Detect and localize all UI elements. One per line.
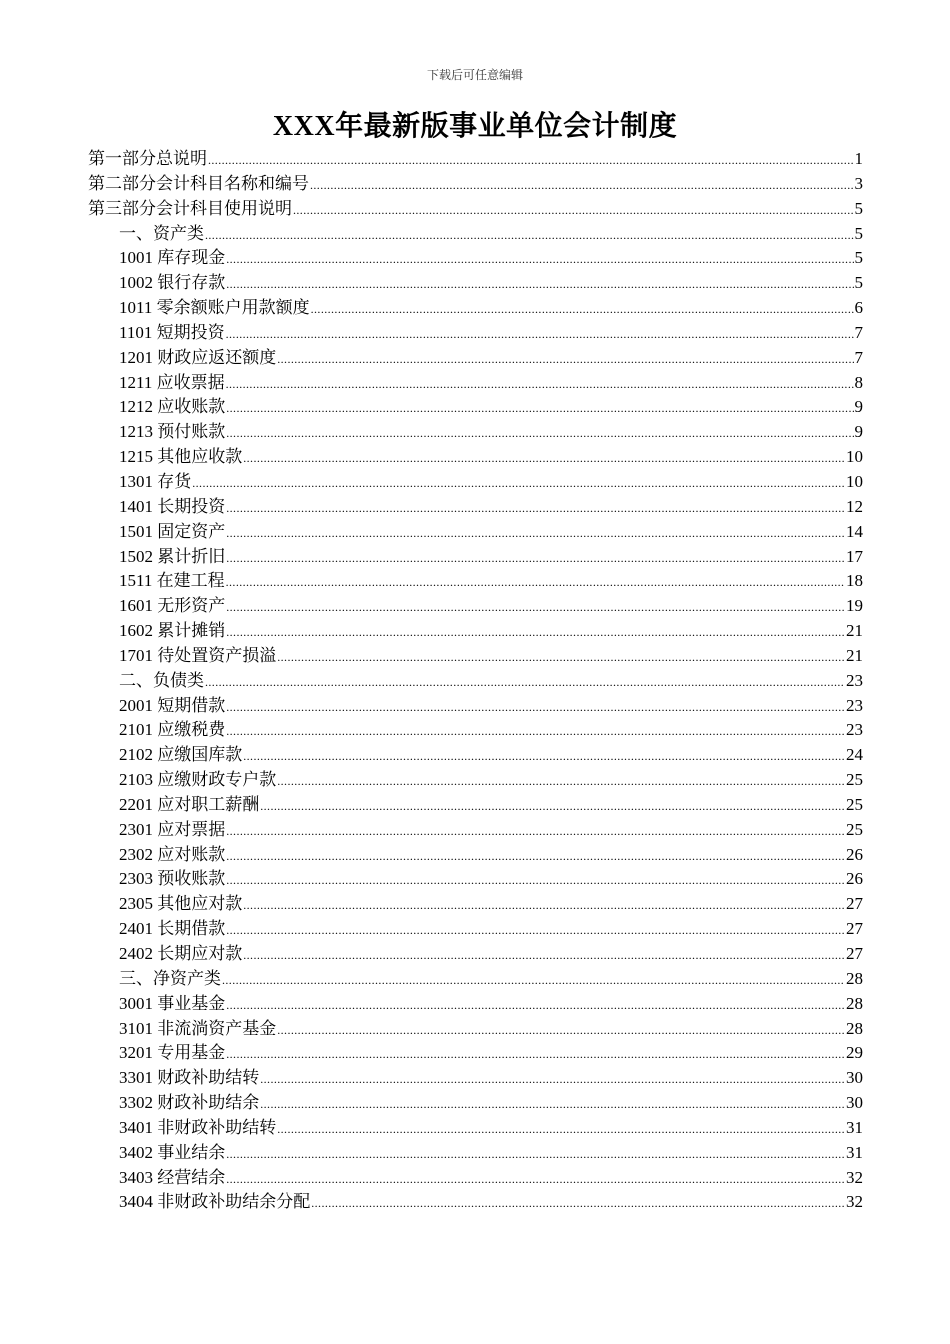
toc-entry-page-number: 27 xyxy=(846,919,863,939)
toc-entry-page-number: 10 xyxy=(846,447,863,467)
toc-entry[interactable] xyxy=(88,967,863,992)
toc-entry-page-number: 24 xyxy=(846,745,863,765)
toc-entry[interactable] xyxy=(88,1041,863,1066)
table-of-contents xyxy=(88,147,863,1215)
toc-entry-page-number: 27 xyxy=(846,894,863,914)
toc-entry[interactable] xyxy=(88,395,863,420)
toc-entry-page-number: 32 xyxy=(846,1167,863,1187)
toc-entry-page-number: 21 xyxy=(846,645,863,665)
toc-entry[interactable] xyxy=(88,346,863,371)
document-title: XXX年最新版事业单位会计制度 xyxy=(272,111,678,142)
toc-entry-label: 3402 事业结余 xyxy=(119,1142,226,1162)
toc-entry-label: 2103 应缴财政专户款 xyxy=(119,770,277,790)
toc-entry-label: 1211 应收票据 xyxy=(119,372,225,392)
toc-entry[interactable] xyxy=(88,992,863,1017)
toc-entry-label: 1101 短期投资 xyxy=(119,322,225,342)
toc-entry-label: 1201 财政应返还额度 xyxy=(119,347,277,367)
toc-entry[interactable] xyxy=(88,718,863,743)
toc-entry-page-number: 3 xyxy=(854,173,863,193)
toc-dot-leader xyxy=(277,347,853,372)
toc-entry[interactable] xyxy=(88,371,863,396)
toc-entry[interactable] xyxy=(88,768,863,793)
toc-entry-page-number: 8 xyxy=(854,372,863,392)
toc-entry-label: 2305 其他应对款 xyxy=(119,894,243,914)
toc-entry-label: 2303 预收账款 xyxy=(119,869,226,889)
toc-entry-page-number: 25 xyxy=(846,770,863,790)
toc-entry-label: 3403 经营结余 xyxy=(119,1167,226,1187)
toc-entry-label: 3302 财政补助结余 xyxy=(119,1093,260,1113)
toc-entry[interactable] xyxy=(88,520,863,545)
toc-entry-label: 1601 无形资产 xyxy=(119,596,226,616)
toc-dot-leader xyxy=(226,620,845,645)
toc-entry[interactable] xyxy=(88,470,863,495)
toc-dot-leader xyxy=(226,546,845,571)
toc-entry[interactable] xyxy=(88,843,863,868)
toc-entry-label: 1501 固定资产 xyxy=(119,521,226,541)
toc-entry-page-number: 10 xyxy=(846,471,863,491)
toc-entry-label: 第一部分总说明 xyxy=(88,149,207,168)
toc-entry-page-number: 26 xyxy=(846,869,863,889)
toc-entry-page-number: 9 xyxy=(854,422,863,442)
toc-dot-leader xyxy=(226,1042,845,1067)
toc-entry-label: 3301 财政补助结转 xyxy=(119,1068,260,1088)
toc-dot-leader xyxy=(226,993,845,1018)
toc-dot-leader xyxy=(277,645,845,670)
toc-entry-label: 三、净资产类 xyxy=(119,968,221,988)
toc-entry[interactable] xyxy=(88,172,863,197)
toc-entry-label: 2302 应对账款 xyxy=(119,844,226,864)
toc-entry[interactable] xyxy=(88,942,863,967)
toc-entry-label: 1011 零余额账户用款额度 xyxy=(119,298,310,318)
toc-dot-leader xyxy=(243,446,845,471)
toc-dot-leader xyxy=(277,1018,845,1043)
toc-entry[interactable] xyxy=(88,545,863,570)
toc-entry[interactable] xyxy=(88,669,863,694)
toc-entry-label: 1602 累计摊销 xyxy=(119,621,226,641)
toc-entry-page-number: 14 xyxy=(846,521,863,541)
toc-entry-label: 1301 存货 xyxy=(119,471,192,491)
toc-entry[interactable] xyxy=(88,222,863,247)
toc-dot-leader xyxy=(226,868,845,893)
toc-entry-page-number: 6 xyxy=(854,298,863,318)
toc-entry-page-number: 5 xyxy=(854,248,863,268)
toc-dot-leader xyxy=(310,173,854,198)
toc-entry-label: 1002 银行存款 xyxy=(119,273,226,293)
toc-entry-page-number: 28 xyxy=(846,993,863,1013)
toc-entry-label: 二、负债类 xyxy=(119,670,204,690)
toc-entry-page-number: 31 xyxy=(846,1117,863,1137)
toc-entry-page-number: 31 xyxy=(846,1142,863,1162)
toc-entry-label: 第三部分会计科目使用说明 xyxy=(88,198,292,218)
toc-entry[interactable] xyxy=(88,818,863,843)
toc-entry-page-number: 28 xyxy=(846,1018,863,1038)
toc-dot-leader xyxy=(243,744,845,769)
toc-entry-page-number: 27 xyxy=(846,944,863,963)
toc-entry-label: 一、资产类 xyxy=(119,223,204,243)
toc-entry[interactable] xyxy=(88,197,863,222)
toc-entry-page-number: 25 xyxy=(846,794,863,814)
toc-dot-leader xyxy=(260,1067,845,1092)
toc-entry-label: 3101 非流淌资产基金 xyxy=(119,1018,277,1038)
toc-entry[interactable] xyxy=(88,246,863,271)
toc-entry-page-number: 29 xyxy=(846,1043,863,1063)
toc-dot-leader xyxy=(226,819,845,844)
toc-entry-page-number: 5 xyxy=(854,273,863,293)
toc-entry-page-number: 1 xyxy=(854,149,863,168)
toc-dot-leader xyxy=(311,297,854,322)
toc-entry-page-number: 23 xyxy=(846,670,863,690)
toc-entry[interactable] xyxy=(88,1091,863,1116)
toc-entry[interactable] xyxy=(88,1190,863,1215)
toc-entry-label: 3404 非财政补助结余分配 xyxy=(119,1192,311,1212)
toc-entry-page-number: 30 xyxy=(846,1068,863,1088)
toc-entry-label: 1212 应收账款 xyxy=(119,397,226,417)
toc-dot-leader xyxy=(208,148,854,173)
toc-entry[interactable] xyxy=(88,892,863,917)
toc-dot-leader xyxy=(226,396,853,421)
toc-entry-label: 3201 专用基金 xyxy=(119,1043,226,1063)
toc-dot-leader xyxy=(226,595,845,620)
toc-entry-page-number: 17 xyxy=(846,546,863,566)
toc-entry-label: 1511 在建工程 xyxy=(119,571,225,591)
toc-entry-label: 2102 应缴国库款 xyxy=(119,745,243,765)
toc-dot-leader xyxy=(260,794,845,819)
toc-dot-leader xyxy=(311,1191,845,1216)
toc-entry[interactable] xyxy=(88,271,863,296)
toc-dot-leader xyxy=(226,272,853,297)
toc-entry-label: 第二部分会计科目名称和编号 xyxy=(88,173,309,193)
toc-entry-page-number: 23 xyxy=(846,695,863,715)
toc-entry-page-number: 26 xyxy=(846,844,863,864)
toc-entry-label: 3401 非财政补助结转 xyxy=(119,1117,277,1137)
toc-entry[interactable] xyxy=(88,867,863,892)
toc-dot-leader xyxy=(192,471,845,496)
toc-entry-page-number: 5 xyxy=(854,198,863,218)
page-header-note: 下载后可任意编辑 xyxy=(426,68,523,82)
toc-entry[interactable] xyxy=(88,495,863,520)
toc-entry-label: 1001 库存现金 xyxy=(119,248,226,268)
toc-dot-leader xyxy=(226,496,845,521)
toc-dot-leader xyxy=(293,198,854,223)
toc-dot-leader xyxy=(205,670,845,695)
toc-dot-leader xyxy=(226,570,845,595)
toc-entry-page-number: 32 xyxy=(846,1192,863,1212)
toc-entry-page-number: 21 xyxy=(846,621,863,641)
toc-entry-page-number: 7 xyxy=(854,322,863,342)
toc-dot-leader xyxy=(226,372,854,397)
toc-dot-leader xyxy=(226,247,853,272)
toc-entry[interactable] xyxy=(88,296,863,321)
toc-entry[interactable] xyxy=(88,917,863,942)
toc-dot-leader xyxy=(226,322,854,347)
toc-entry[interactable] xyxy=(88,619,863,644)
toc-entry-page-number: 12 xyxy=(846,496,863,516)
toc-entry[interactable] xyxy=(88,594,863,619)
toc-dot-leader xyxy=(226,918,845,943)
toc-entry-label: 2201 应对职工薪酬 xyxy=(119,794,260,814)
toc-dot-leader xyxy=(222,968,845,993)
toc-dot-leader xyxy=(205,223,854,248)
toc-dot-leader xyxy=(277,769,845,794)
toc-entry[interactable] xyxy=(88,147,863,172)
toc-entry[interactable] xyxy=(88,420,863,445)
toc-dot-leader xyxy=(226,719,845,744)
toc-entry-page-number: 30 xyxy=(846,1093,863,1113)
toc-entry-label: 2401 长期借款 xyxy=(119,919,226,939)
toc-dot-leader xyxy=(277,1117,845,1142)
toc-entry[interactable] xyxy=(88,1116,863,1141)
toc-entry-page-number: 19 xyxy=(846,596,863,616)
toc-entry-label: 2402 长期应对款 xyxy=(119,944,243,963)
toc-entry[interactable] xyxy=(88,445,863,470)
toc-entry[interactable] xyxy=(88,321,863,346)
toc-entry[interactable] xyxy=(88,1141,863,1166)
toc-dot-leader xyxy=(226,844,845,869)
toc-entry-label: 1215 其他应收款 xyxy=(119,447,243,467)
toc-entry[interactable] xyxy=(88,644,863,669)
toc-dot-leader xyxy=(226,1167,845,1192)
toc-entry-label: 1401 长期投资 xyxy=(119,496,226,516)
toc-entry[interactable] xyxy=(88,793,863,818)
toc-dot-leader xyxy=(260,1092,845,1117)
toc-entry-page-number: 25 xyxy=(846,819,863,839)
toc-entry-label: 1213 预付账款 xyxy=(119,422,226,442)
toc-entry[interactable] xyxy=(88,1017,863,1042)
toc-entry-page-number: 28 xyxy=(846,968,863,988)
toc-dot-leader xyxy=(243,943,845,968)
toc-entry-page-number: 5 xyxy=(854,223,863,243)
toc-dot-leader xyxy=(226,1142,845,1167)
toc-entry-page-number: 9 xyxy=(854,397,863,417)
toc-dot-leader xyxy=(226,421,853,446)
toc-entry-label: 2101 应缴税费 xyxy=(119,720,226,740)
toc-entry[interactable] xyxy=(88,1166,863,1191)
toc-dot-leader xyxy=(226,521,845,546)
toc-dot-leader xyxy=(243,893,845,918)
toc-entry[interactable] xyxy=(88,1066,863,1091)
toc-dot-leader xyxy=(226,695,845,720)
toc-entry[interactable] xyxy=(88,569,863,594)
toc-entry[interactable] xyxy=(88,694,863,719)
toc-entry-label: 3001 事业基金 xyxy=(119,993,226,1013)
toc-entry-label: 1701 待处置资产损溢 xyxy=(119,645,277,665)
toc-entry-page-number: 23 xyxy=(846,720,863,740)
toc-entry-label: 2301 应对票据 xyxy=(119,819,226,839)
toc-entry-label: 2001 短期借款 xyxy=(119,695,226,715)
toc-entry-label: 1502 累计折旧 xyxy=(119,546,226,566)
toc-entry-page-number: 7 xyxy=(854,347,863,367)
toc-entry-page-number: 18 xyxy=(846,571,863,591)
toc-entry[interactable] xyxy=(88,743,863,768)
